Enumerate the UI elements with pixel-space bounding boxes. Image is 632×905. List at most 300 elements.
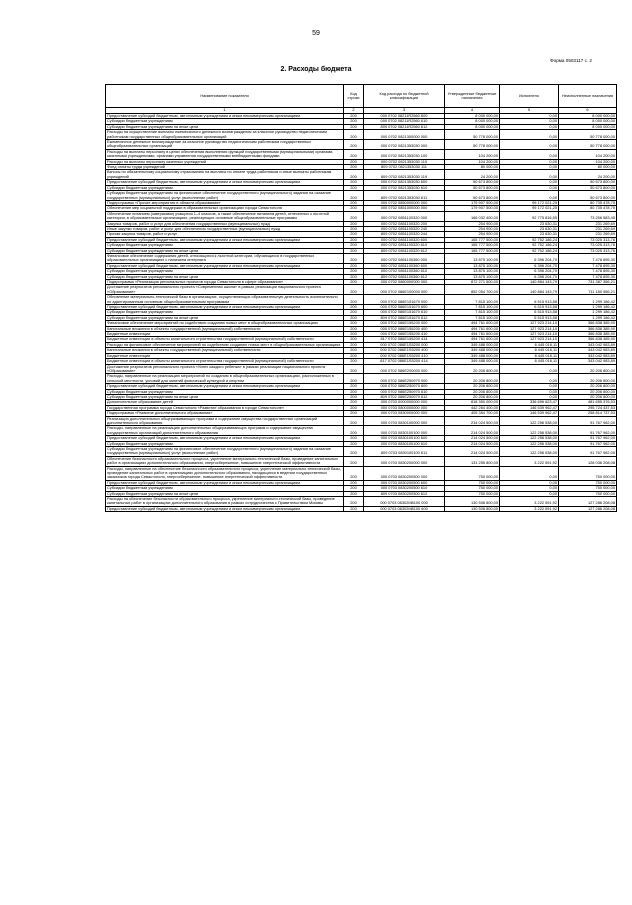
cell-approved: 254 900,00 (445, 232, 500, 237)
cell-executed: 99 172 021,25 (500, 200, 559, 205)
cell-executed: 127 923 214,10 (500, 321, 559, 326)
cell-classification-code: 000 0702 0821300000 000 (364, 130, 445, 140)
cell-classification-code: 000 0702 086E155200 410 (364, 332, 445, 337)
cell-approved: 750 000,00 (445, 466, 500, 480)
cell-approved: 179 907 500,00 (445, 200, 500, 205)
expenditure-table (105, 84, 617, 512)
cell-name: Предоставление субсидий бюджетным, автономным учреждениям и иным некоммерческим организациям (106, 436, 344, 441)
cell-classification-code: 000 0703 08302M8100 000 (364, 497, 445, 507)
cell-line-code: 200 (344, 315, 364, 320)
cell-executed: 23 630,31 (500, 226, 559, 231)
cell-approved: 104 200,00 (445, 149, 500, 159)
cell-line-code: 200 (344, 342, 364, 347)
cell-classification-code: 000 0702 0851100360 610 (364, 269, 445, 274)
cell-unexecuted: 50 673 800,00 (559, 191, 617, 201)
cell-executed: 6 515 913,58 (500, 295, 559, 305)
cell-classification-code: 000 0702 0821353030 600 (364, 180, 445, 185)
cell-name: Расходы на выплаты персоналу казенных учреждений (106, 159, 344, 164)
cell-unexecuted: 127 286 208,08 (559, 506, 617, 511)
cell-executed: 92 752 186,24 (500, 237, 559, 242)
cell-approved: 254 900,00 (445, 221, 500, 226)
cell-executed: 6 515 913,58 (500, 310, 559, 315)
cell-approved: 494 761 600,00 (445, 337, 500, 342)
table-row (106, 170, 617, 180)
cell-executed: 0,00 (500, 165, 559, 170)
cell-approved: 349 488 000,00 (445, 348, 500, 353)
cell-classification-code: 809 0702 0851100360 612 (364, 274, 445, 279)
cell-name: Достижение результатов регионального проекта «Успех каждого ребенка» в рамках реализации национального проекта «Образование» (106, 364, 344, 374)
cell-name: Субсидии бюджетным учреждениям (106, 269, 344, 274)
cell-executed: 6 515 913,58 (500, 305, 559, 310)
cell-classification-code: 000 0702 08211R2560 600 (364, 114, 445, 119)
cell-name: Финансовое обеспечение содержания детей, относящихся к льготной категории, обучающихся в государственных образовательных организациях с наличием интерната (106, 253, 344, 263)
column-number: 5 (500, 108, 559, 114)
cell-line-code: 200 (344, 170, 364, 180)
cell-name: Расходы, направленные на реализацию дополнительных общеразвивающих программ и содержание имущества государственных организаций дополнительного образования (106, 426, 344, 436)
cell-line-code: 200 (344, 295, 364, 305)
cell-unexecuted: 80 735 478,75 (559, 200, 617, 205)
cell-executed: 0,00 (500, 191, 559, 201)
cell-line-code: 200 (344, 411, 364, 416)
cell-classification-code: 000 0703 0830200000 000 (364, 456, 445, 466)
cell-classification-code: 000 0702 086E151670 000 (364, 295, 445, 305)
column-number: 1 (106, 108, 344, 114)
table-row (106, 149, 617, 159)
cell-classification-code: 000 0702 0851100320 000 (364, 211, 445, 221)
cell-approved: 214 024 500,00 (445, 447, 500, 457)
cell-executed: 6 445 016,11 (500, 353, 559, 358)
cell-line-code: 200 (344, 269, 364, 274)
cell-line-code: 200 (344, 389, 364, 394)
cell-unexecuted: 231 269,69 (559, 221, 617, 226)
cell-approved: 442 264 400,00 (445, 405, 500, 410)
cell-approved: 214 024 500,00 (445, 441, 500, 446)
cell-name: Бюджетные инвестиции (106, 332, 344, 337)
cell-name: Капитальные вложения в объекты государственной (муниципальной) собственности (106, 326, 344, 331)
cell-approved: 872 271 500,00 (445, 280, 500, 285)
header-executed: Исполнено (500, 85, 559, 108)
cell-executed: 6 396 204,70 (500, 253, 559, 263)
cell-line-code: 200 (344, 124, 364, 129)
section-title: 2. Расходы бюджета (280, 66, 352, 73)
cell-approved: 179 907 500,00 (445, 206, 500, 211)
cell-unexecuted: 343 042 983,89 (559, 342, 617, 347)
cell-classification-code: 000 0703 0800000000 000 (364, 405, 445, 410)
cell-executed: 122 256 538,00 (500, 416, 559, 426)
cell-line-code: 200 (344, 447, 364, 457)
cell-line-code: 200 (344, 426, 364, 436)
cell-executed: 0,00 (500, 119, 559, 124)
cell-executed: 140 884 143,79 (500, 280, 559, 285)
cell-unexecuted: 711 180 556,21 (559, 285, 617, 295)
cell-executed: 92 775 816,55 (500, 211, 559, 221)
table-row (106, 497, 617, 507)
cell-classification-code: 000 0703 08302M8100 600 (364, 506, 445, 511)
cell-unexecuted: 731 387 356,21 (559, 280, 617, 285)
cell-classification-code: 000 0703 0830200500 600 (364, 480, 445, 485)
cell-name: Субсидии бюджетным учреждениям (106, 310, 344, 315)
cell-executed: 127 923 214,10 (500, 332, 559, 337)
cell-approved: 130 508 800,00 (445, 497, 500, 507)
column-number: 4 (445, 108, 500, 114)
cell-classification-code: 000 0702 086E200000 000 (364, 364, 445, 374)
cell-classification-code: 000 0703 0830100000 000 (364, 416, 445, 426)
cell-approved: 50 673 800,00 (445, 191, 500, 201)
cell-line-code: 200 (344, 321, 364, 326)
cell-line-code: 200 (344, 206, 364, 211)
cell-approved: 254 900,00 (445, 226, 500, 231)
cell-executed: 0,00 (500, 114, 559, 119)
cell-line-code: 200 (344, 400, 364, 405)
cell-name: Субсидии бюджетным учреждениям на иные цели (106, 315, 344, 320)
cell-executed: 0,00 (500, 394, 559, 399)
cell-classification-code: 000 0702 086E250970 610 (364, 389, 445, 394)
cell-approved: 20 206 800,00 (445, 384, 500, 389)
cell-name: Предоставление субсидий бюджетным, автономным учреждениям и иным некоммерческим организациям (106, 237, 344, 242)
cell-approved: 8 000 000,00 (445, 114, 500, 119)
cell-classification-code: 000 0702 086E155200 000 (364, 321, 445, 326)
cell-classification-code: 809 0702 0851100320 244 (364, 232, 445, 237)
cell-line-code: 200 (344, 436, 364, 441)
cell-executed: 146 539 962,47 (500, 405, 559, 410)
header-line-code: Код строки (344, 85, 364, 108)
cell-classification-code: 000 0703 0830100100 000 (364, 426, 445, 436)
cell-unexecuted: 343 042 983,89 (559, 353, 617, 358)
cell-approved: 50 778 000,00 (445, 130, 500, 140)
header-unexecuted: Неисполненные назначения (559, 85, 617, 108)
cell-approved: 8 000 000,00 (445, 119, 500, 124)
cell-approved: 131 255 800,00 (445, 456, 500, 466)
cell-name: Капитальные вложения в объекты государственной (муниципальной) собственности (106, 348, 344, 353)
cell-line-code: 200 (344, 248, 364, 253)
cell-executed: 0,00 (500, 159, 559, 164)
cell-executed: 127 923 214,10 (500, 337, 559, 342)
cell-classification-code: 000 0702 086E250970 000 (364, 374, 445, 384)
cell-classification-code: 000 0702 0851100320 200 (364, 221, 445, 226)
cell-approved: 20 206 800,00 (445, 374, 500, 384)
cell-unexecuted: 7 478 895,30 (559, 269, 617, 274)
cell-classification-code: 000 0702 086E250970 600 (364, 384, 445, 389)
cell-classification-code: 809 0702 086E151670 612 (364, 315, 445, 320)
cell-line-code: 200 (344, 305, 364, 310)
cell-executed: 0,00 (500, 486, 559, 491)
cell-line-code: 200 (344, 140, 364, 150)
cell-name: Предоставление субсидий бюджетным, автономным учреждениям и иным некоммерческим организациям (106, 480, 344, 485)
cell-classification-code: 000 0703 0830200500 000 (364, 466, 445, 480)
cell-classification-code: 000 0702 086E1S5200 410 (364, 353, 445, 358)
cell-approved: 750 000,00 (445, 480, 500, 485)
cell-executed: 0,00 (500, 130, 559, 140)
cell-line-code: 200 (344, 348, 364, 353)
cell-approved: 13 875 100,00 (445, 269, 500, 274)
cell-approved: 750 000,00 (445, 491, 500, 496)
cell-classification-code: 000 0702 0821353030 110 (364, 159, 445, 164)
cell-unexecuted: 50 673 800,00 (559, 185, 617, 190)
cell-name: Субсидии бюджетным учреждениям на финансовое обеспечение государственного (муниципального) задания на оказание государственных (муниципальных) услуг (выполнение работ) (106, 191, 344, 201)
cell-executed: 0,00 (500, 149, 559, 159)
cell-line-code: 200 (344, 191, 364, 201)
cell-line-code: 200 (344, 364, 364, 374)
cell-executed: 6 445 016,11 (500, 348, 559, 353)
cell-approved: 24 200,00 (445, 170, 500, 180)
column-number: 3 (364, 108, 445, 114)
cell-line-code: 200 (344, 405, 364, 410)
cell-executed: 0,00 (500, 124, 559, 129)
cell-classification-code: 000 0702 0851100320 600 (364, 237, 445, 242)
cell-line-code: 200 (344, 506, 364, 511)
table-row (106, 295, 617, 305)
cell-unexecuted: 343 042 983,89 (559, 359, 617, 364)
cell-name: Расходы, направленные на реализацию мероприятий по созданию в общеобразовательных организациях, расположенных в сельской местности, условий для занятий физической культурой и спортом (106, 374, 344, 384)
cell-approved: 50 673 800,00 (445, 185, 500, 190)
cell-approved: 494 761 600,00 (445, 326, 500, 331)
cell-executed: 0,00 (500, 374, 559, 384)
cell-unexecuted: 231 269,69 (559, 226, 617, 231)
cell-line-code: 200 (344, 332, 364, 337)
cell-name: Бюджетные инвестиции (106, 353, 344, 358)
cell-unexecuted: 91 767 962,00 (559, 441, 617, 446)
cell-unexecuted: 750 000,00 (559, 486, 617, 491)
cell-name: Расходы на обеспечение безопасности образовательного процесса, укрепление материально-технической базы, проведение капитальных работ в организациях дополнительного образования в рамках сотрудничества с Правительством Москвы (106, 497, 344, 507)
cell-executed: 6 396 204,70 (500, 269, 559, 274)
cell-classification-code: 809 0702 0851100320 612 (364, 248, 445, 253)
cell-executed: 6 515 913,58 (500, 315, 559, 320)
cell-line-code: 200 (344, 374, 364, 384)
cell-unexecuted: 91 767 962,00 (559, 447, 617, 457)
cell-unexecuted: 91 767 962,00 (559, 436, 617, 441)
cell-unexecuted: 20 206 800,00 (559, 394, 617, 399)
cell-approved: 7 815 100,00 (445, 315, 500, 320)
cell-approved: 214 024 500,00 (445, 416, 500, 426)
column-number: 6 (559, 108, 617, 114)
cell-approved: 349 488 000,00 (445, 342, 500, 347)
cell-name: Предоставление субсидий бюджетным, автономным учреждениям и иным некоммерческим организациям (106, 114, 344, 119)
table-header-row (106, 85, 617, 108)
cell-line-code: 200 (344, 221, 364, 226)
cell-unexecuted: 80 735 478,75 (559, 206, 617, 211)
cell-approved: 104 200,00 (445, 159, 500, 164)
cell-classification-code: 000 0703 0830100100 600 (364, 436, 445, 441)
cell-classification-code: 000 0702 086E151670 600 (364, 305, 445, 310)
cell-name: Достижение результатов регионального проекта «Современная школа» в рамках реализации национального проекта «Образование» (106, 285, 344, 295)
cell-classification-code: 000 0702 0851100320 610 (364, 243, 445, 248)
cell-classification-code: 000 0702 0851100360 000 (364, 253, 445, 263)
cell-executed: 140 884 143,79 (500, 285, 559, 295)
cell-name: Закупка товаров, работ и услуг для обеспечения государственных (муниципальных) нужд (106, 221, 344, 226)
cell-line-code: 200 (344, 486, 364, 491)
cell-approved: 214 024 500,00 (445, 426, 500, 436)
table-row (106, 140, 617, 150)
table-row (106, 364, 617, 374)
table-row (106, 130, 617, 140)
cell-approved: 7 815 100,00 (445, 310, 500, 315)
cell-unexecuted: 1 299 186,42 (559, 310, 617, 315)
cell-name: Расходы на осуществление выплаты ежемесячного денежного вознаграждения за классное руководство педагогическим работникам государственных общеобразовательных организаций (106, 130, 344, 140)
cell-name: Финансовое обеспечение мероприятий по содействию созданию новых мест в общеобразовательных организациях (106, 321, 344, 326)
cell-unexecuted: 366 838 385,90 (559, 332, 617, 337)
cell-line-code: 200 (344, 337, 364, 342)
cell-unexecuted: 50 778 000,00 (559, 140, 617, 150)
cell-unexecuted: 127 286 208,08 (559, 497, 617, 507)
cell-approved: 349 488 000,00 (445, 353, 500, 358)
cell-unexecuted: 366 838 385,90 (559, 321, 617, 326)
table-row (106, 506, 617, 511)
cell-classification-code: 809 0703 0830100100 611 (364, 447, 445, 457)
cell-approved: 13 875 100,00 (445, 274, 500, 279)
cell-classification-code: 000 0703 0830200500 610 (364, 486, 445, 491)
cell-unexecuted: 1 299 186,42 (559, 315, 617, 320)
cell-classification-code: 000 0702 08211R2560 610 (364, 119, 445, 124)
cell-line-code: 200 (344, 211, 364, 221)
cell-line-code: 200 (344, 359, 364, 364)
cell-classification-code: 817 0702 086E1S5200 414 (364, 359, 445, 364)
cell-line-code: 200 (344, 274, 364, 279)
cell-name: Бюджетные инвестиции в объекты капитального строительства государственной (муниципальной) собственности (106, 337, 344, 342)
table-row (106, 253, 617, 263)
cell-classification-code: 000 0702 0821353030 100 (364, 149, 445, 159)
cell-classification-code: 809 0702 08211R2560 612 (364, 124, 445, 129)
cell-unexecuted: 481 655 376,53 (559, 400, 617, 405)
cell-executed: 0,00 (500, 140, 559, 150)
cell-line-code: 200 (344, 185, 364, 190)
cell-name: Субсидии бюджетным учреждениям на иные цели (106, 124, 344, 129)
cell-executed: 127 923 214,10 (500, 326, 559, 331)
cell-unexecuted: 366 838 385,90 (559, 326, 617, 331)
cell-line-code: 200 (344, 353, 364, 358)
cell-line-code: 200 (344, 416, 364, 426)
cell-approved: 750 000,00 (445, 486, 500, 491)
cell-approved: 165 777 500,00 (445, 248, 500, 253)
cell-executed: 122 256 538,00 (500, 426, 559, 436)
cell-unexecuted: 20 206 800,00 (559, 374, 617, 384)
cell-name: Субсидии бюджетным учреждениям (106, 185, 344, 190)
cell-classification-code: 000 0703 0830000000 000 (364, 411, 445, 416)
cell-unexecuted: 104 200,00 (559, 149, 617, 159)
cell-unexecuted: 73 025 313,76 (559, 243, 617, 248)
cell-unexecuted: 8 000 000,00 (559, 124, 617, 129)
cell-line-code: 200 (344, 243, 364, 248)
cell-unexecuted: 50 778 000,00 (559, 130, 617, 140)
cell-approved: 20 206 800,00 (445, 389, 500, 394)
cell-unexecuted: 73 256 583,45 (559, 211, 617, 221)
cell-executed: 6 445 016,11 (500, 359, 559, 364)
cell-unexecuted: 24 200,00 (559, 170, 617, 180)
cell-name: Иные закупки товаров, работ и услуг для обеспечения государственных (муниципальных) нужд (106, 226, 344, 231)
table-row (106, 211, 617, 221)
cell-approved: 7 815 100,00 (445, 295, 500, 305)
cell-classification-code: 809 0702 0821353030 119 (364, 170, 445, 180)
cell-executed: 92 752 186,24 (500, 248, 559, 253)
cell-approved: 165 777 500,00 (445, 243, 500, 248)
cell-executed: 122 256 538,00 (500, 447, 559, 457)
cell-name: Государственная программа города Севастополя «Развитие образования в городе Севастополе» (106, 405, 344, 410)
cell-executed: 0,00 (500, 480, 559, 485)
cell-executed: 0,00 (500, 170, 559, 180)
table-row (106, 416, 617, 426)
cell-classification-code: 000 0702 0851000000 000 (364, 206, 445, 211)
cell-approved: 818 350 000,00 (445, 400, 500, 405)
cell-name: Ежемесячное денежное вознаграждение за классное руководство педагогическим работникам государственных общеобразовательных организаций (106, 140, 344, 150)
cell-name: Расходы на выплаты персоналу в целях обеспечения выполнения функций государственными (муниципальными) органами, казенными учреждениями, органами управления государственными внебюджетными фондами (106, 149, 344, 159)
cell-line-code: 200 (344, 480, 364, 485)
cell-approved: 7 815 100,00 (445, 305, 500, 310)
cell-name: Субсидии бюджетным учреждениям на иные цели (106, 274, 344, 279)
cell-classification-code: 809 0702 0821353030 111 (364, 165, 445, 170)
cell-executed: 0,00 (500, 180, 559, 185)
cell-unexecuted: 8 000 000,00 (559, 119, 617, 124)
cell-executed: 122 256 538,00 (500, 436, 559, 441)
cell-approved: 13 875 100,00 (445, 263, 500, 268)
cell-classification-code: 809 0703 0830200500 612 (364, 491, 445, 496)
cell-line-code: 200 (344, 119, 364, 124)
cell-classification-code: 809 0702 086E250970 612 (364, 394, 445, 399)
cell-unexecuted: 128 036 208,08 (559, 456, 617, 466)
cell-unexecuted: 258 814 737,53 (559, 411, 617, 416)
cell-unexecuted: 366 838 385,90 (559, 337, 617, 342)
cell-executed: 336 696 623,47 (500, 400, 559, 405)
cell-executed: 23 630,31 (500, 232, 559, 237)
cell-line-code: 200 (344, 226, 364, 231)
cell-approved: 20 206 800,00 (445, 394, 500, 399)
cell-executed: 0,00 (500, 364, 559, 374)
cell-classification-code: 000 0702 0860000000 000 (364, 280, 445, 285)
cell-name: Предоставление субсидий бюджетным, автономным учреждениям и иным некоммерческим организациям (106, 506, 344, 511)
cell-executed: 6 396 204,70 (500, 263, 559, 268)
cell-approved: 50 673 800,00 (445, 180, 500, 185)
header-classification-code: Код расхода по бюджетной классификации (364, 85, 445, 108)
cell-name: Субсидии бюджетным учреждениям (106, 119, 344, 124)
cell-unexecuted: 231 269,69 (559, 232, 617, 237)
cell-line-code: 200 (344, 394, 364, 399)
table-row (106, 374, 617, 384)
cell-unexecuted: 20 206 800,00 (559, 364, 617, 374)
cell-name: Субсидии бюджетным учреждениям (106, 243, 344, 248)
cell-executed: 3 222 591,92 (500, 497, 559, 507)
cell-name: Взносы по обязательному социальному страхованию на выплаты по оплате труда работников и иные выплаты работникам учреждений (106, 170, 344, 180)
cell-classification-code: 000 0702 086E151670 610 (364, 310, 445, 315)
cell-unexecuted: 8 000 000,00 (559, 114, 617, 119)
cell-classification-code: 000 0702 0850000000 000 (364, 200, 445, 205)
cell-unexecuted: 20 206 800,00 (559, 389, 617, 394)
cell-approved: 405 354 700,00 (445, 411, 500, 416)
cell-unexecuted: 7 478 895,30 (559, 263, 617, 268)
cell-executed: 146 539 962,47 (500, 411, 559, 416)
cell-line-code: 200 (344, 326, 364, 331)
cell-unexecuted: 50 673 800,00 (559, 180, 617, 185)
cell-line-code: 200 (344, 441, 364, 446)
cell-executed: 23 630,31 (500, 221, 559, 226)
cell-name: Субсидии бюджетным учреждениям на иные цели (106, 491, 344, 496)
header-approved: Утвержденные бюджетные назначения (445, 85, 500, 108)
cell-executed: 3 222 591,92 (500, 506, 559, 511)
cell-approved: 80 000,00 (445, 165, 500, 170)
cell-name: Субсидии бюджетным учреждениям (106, 486, 344, 491)
cell-classification-code: 000 0703 0830100100 610 (364, 441, 445, 446)
cell-name: Фонд оплаты труда учреждений (106, 165, 344, 170)
cell-executed: 0,00 (500, 466, 559, 480)
cell-name: Предоставление субсидий бюджетным, автономным учреждениям и иным некоммерческим организациям (106, 180, 344, 185)
cell-classification-code: 000 0702 086E1S5200 400 (364, 348, 445, 353)
cell-name: Реализация дополнительных общеразвивающих программ и содержание имущества государственных организаций дополнительного образования (106, 416, 344, 426)
cell-classification-code: 000 0703 0000000000 000 (364, 400, 445, 405)
cell-executed: 6 396 204,70 (500, 274, 559, 279)
cell-line-code: 200 (344, 149, 364, 159)
cell-classification-code: 000 0702 0821353030 610 (364, 185, 445, 190)
cell-unexecuted: 750 000,00 (559, 466, 617, 480)
cell-executed: 92 752 186,24 (500, 243, 559, 248)
cell-executed: 0,00 (500, 185, 559, 190)
table-row (106, 191, 617, 201)
